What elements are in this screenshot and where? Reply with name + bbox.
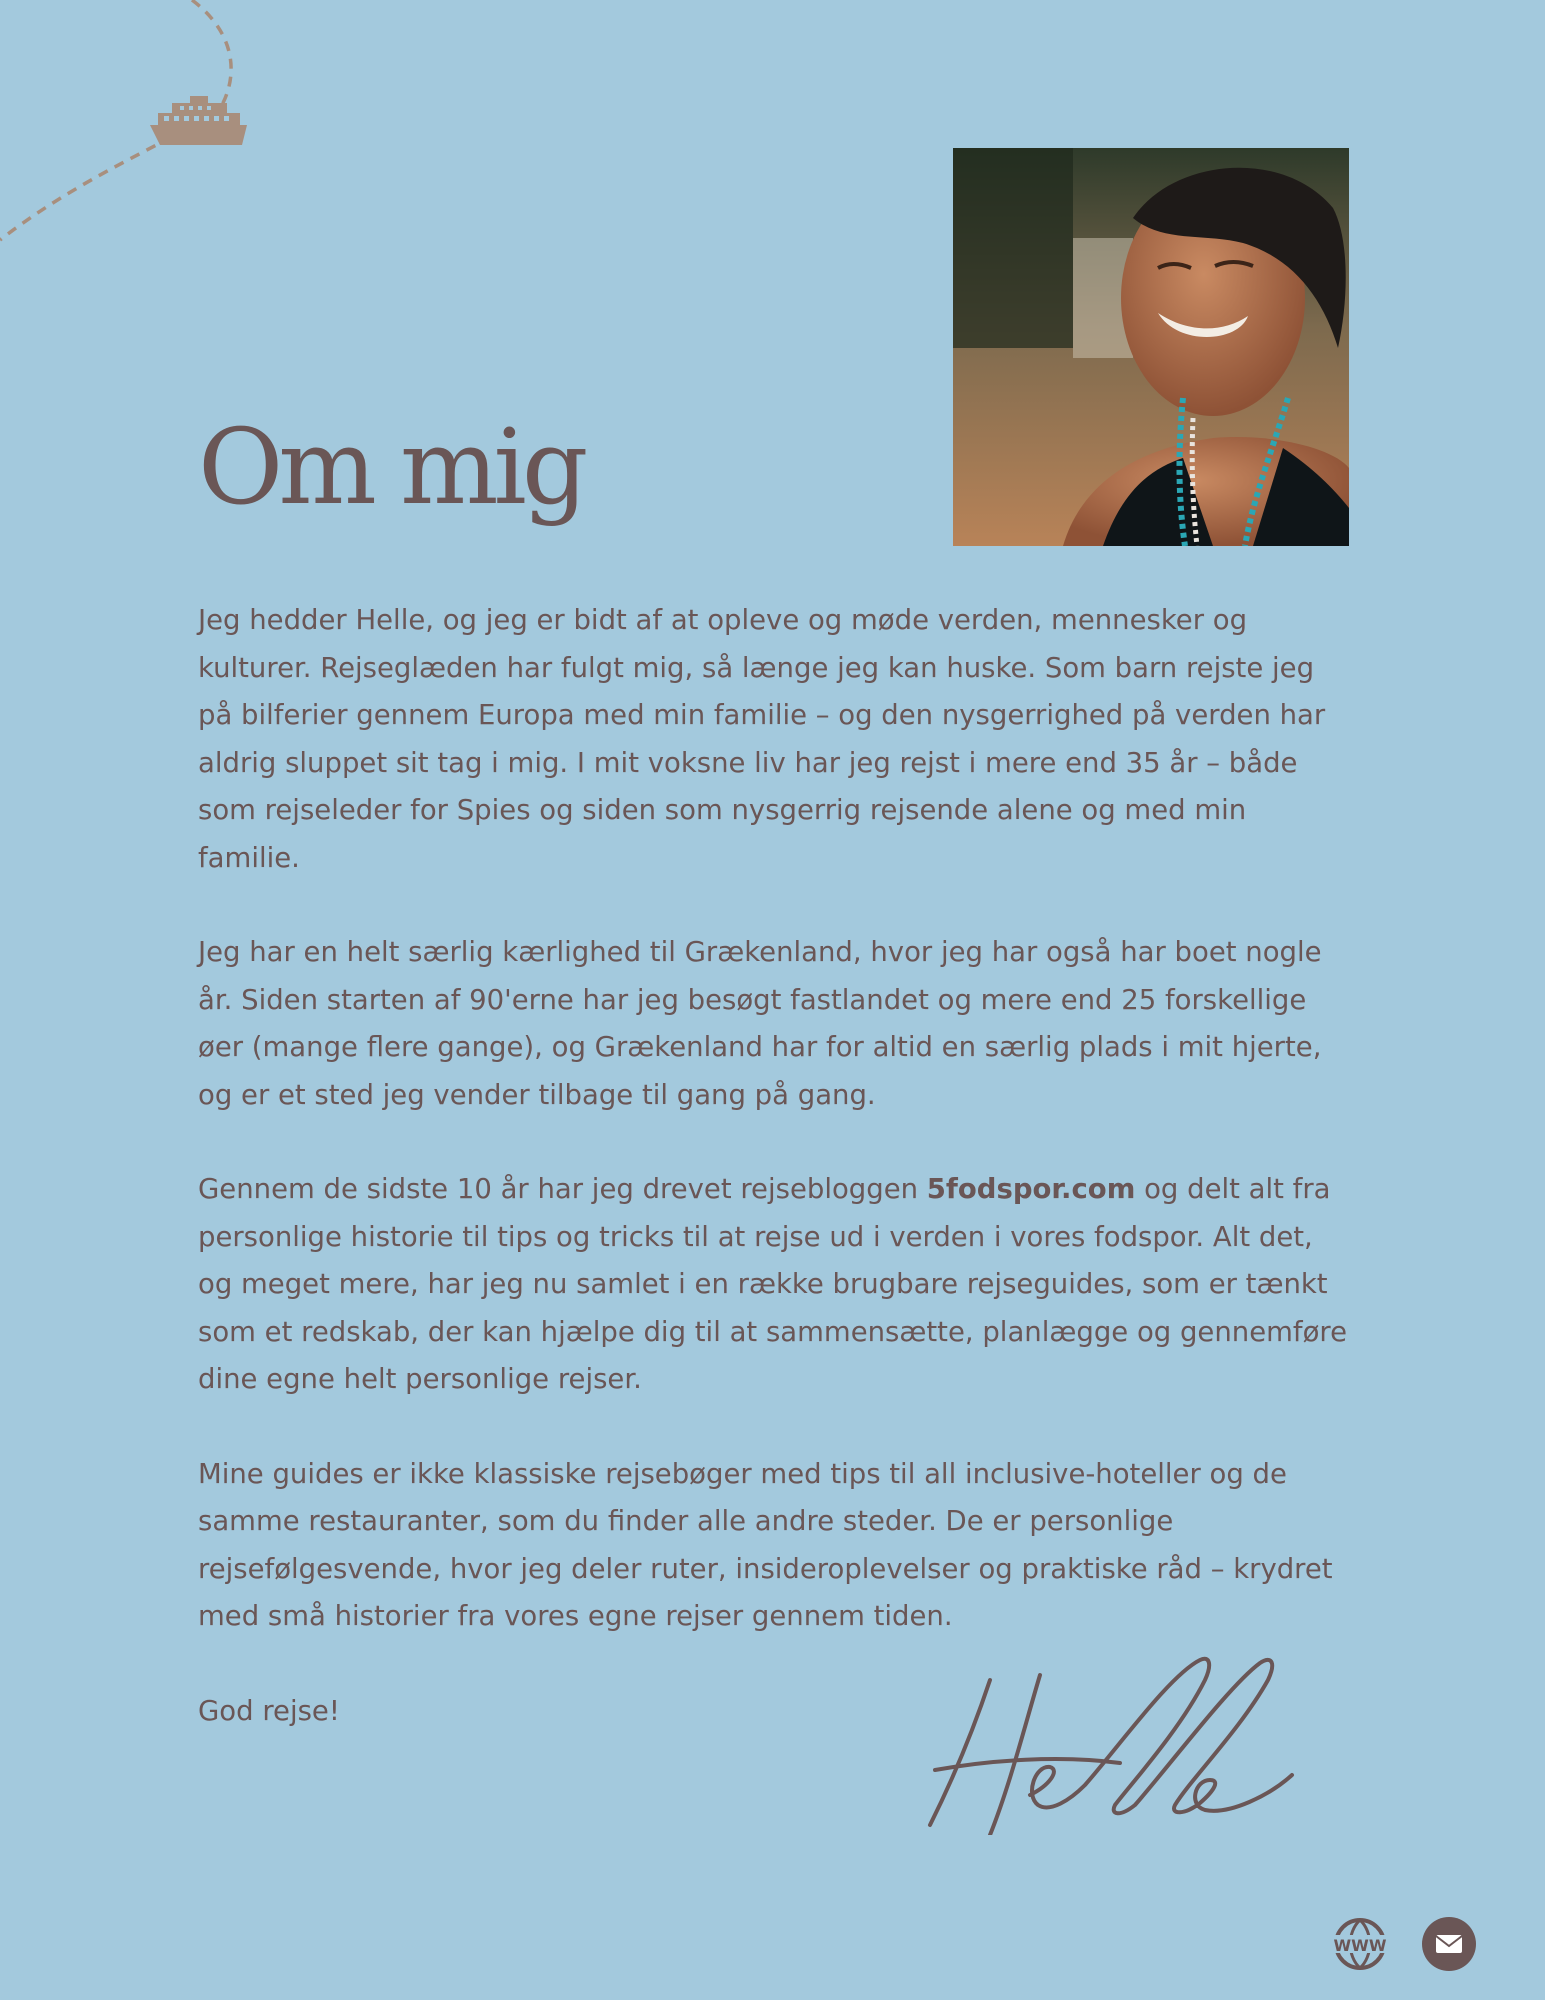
blog-link[interactable]: 5fodspor.com xyxy=(926,1173,1136,1205)
paragraph-text: og delt alt fra personlige historie til tips og tricks til at rejse ud i verden i vores fodspor. Alt det, og meget mere, har jeg nu samlet i en række brugbare rejseguides, som er tænkt som et redskab, der kan hjælpe dig til at sammensætte, planlægge og gennemføre dine egne helt personlige rejser. xyxy=(198,1173,1348,1395)
page-title: Om mig xyxy=(198,406,584,528)
paragraph: Jeg hedder Helle, og jeg er bidt af at opleve og møde verden, mennesker og kulturer. Rejseglæden har fulgt mig, så længe jeg kan huske. Som barn rejste jeg på bilferier gennem Europa med min familie – og den nysgerrighed på verden har aldrig sluppet sit tag i mig. I mit voksne liv har jeg rejst i mere end 35 år – både som rejseleder for Spies og siden som nysgerrig rejsende alene og med min familie. xyxy=(198,604,1326,874)
www-label: WWW xyxy=(1333,1936,1387,1955)
ferry-route-decoration xyxy=(0,0,260,250)
signature-helle xyxy=(920,1655,1300,1835)
paragraph: Mine guides er ikke klassiske rejsebøger med tips til all inclusive-hoteller og de samme restauranter, som du finder alle andre steder. De er personlige rejsefølgesvende, hvor jeg deler ruter, insideroplevelser og praktiske råd – krydret med små historier fra vores egne rejser gennem tiden. xyxy=(198,1457,1333,1632)
portrait-photo xyxy=(953,148,1349,546)
envelope-icon[interactable] xyxy=(1422,1917,1476,1971)
paragraph xyxy=(198,1166,1348,1404)
paragraph: Jeg har en helt særlig kærlighed til Grækenland, hvor jeg har også har boet nogle år. Siden starten af 90'erne har jeg besøgt fastlandet og mere end 25 forskellige øer (mange flere gange), og Grækenland har for altid en særlig plads i mit hjerte, og er et sted jeg vender tilbage til gang på gang. xyxy=(198,936,1322,1111)
paragraph-text: Gennem de sidste 10 år har jeg drevet rejsebloggen xyxy=(198,1173,927,1205)
closing-greeting: God rejse! xyxy=(198,1694,340,1727)
globe-www-icon[interactable] xyxy=(1333,1917,1387,1971)
about-text xyxy=(198,597,1348,1782)
